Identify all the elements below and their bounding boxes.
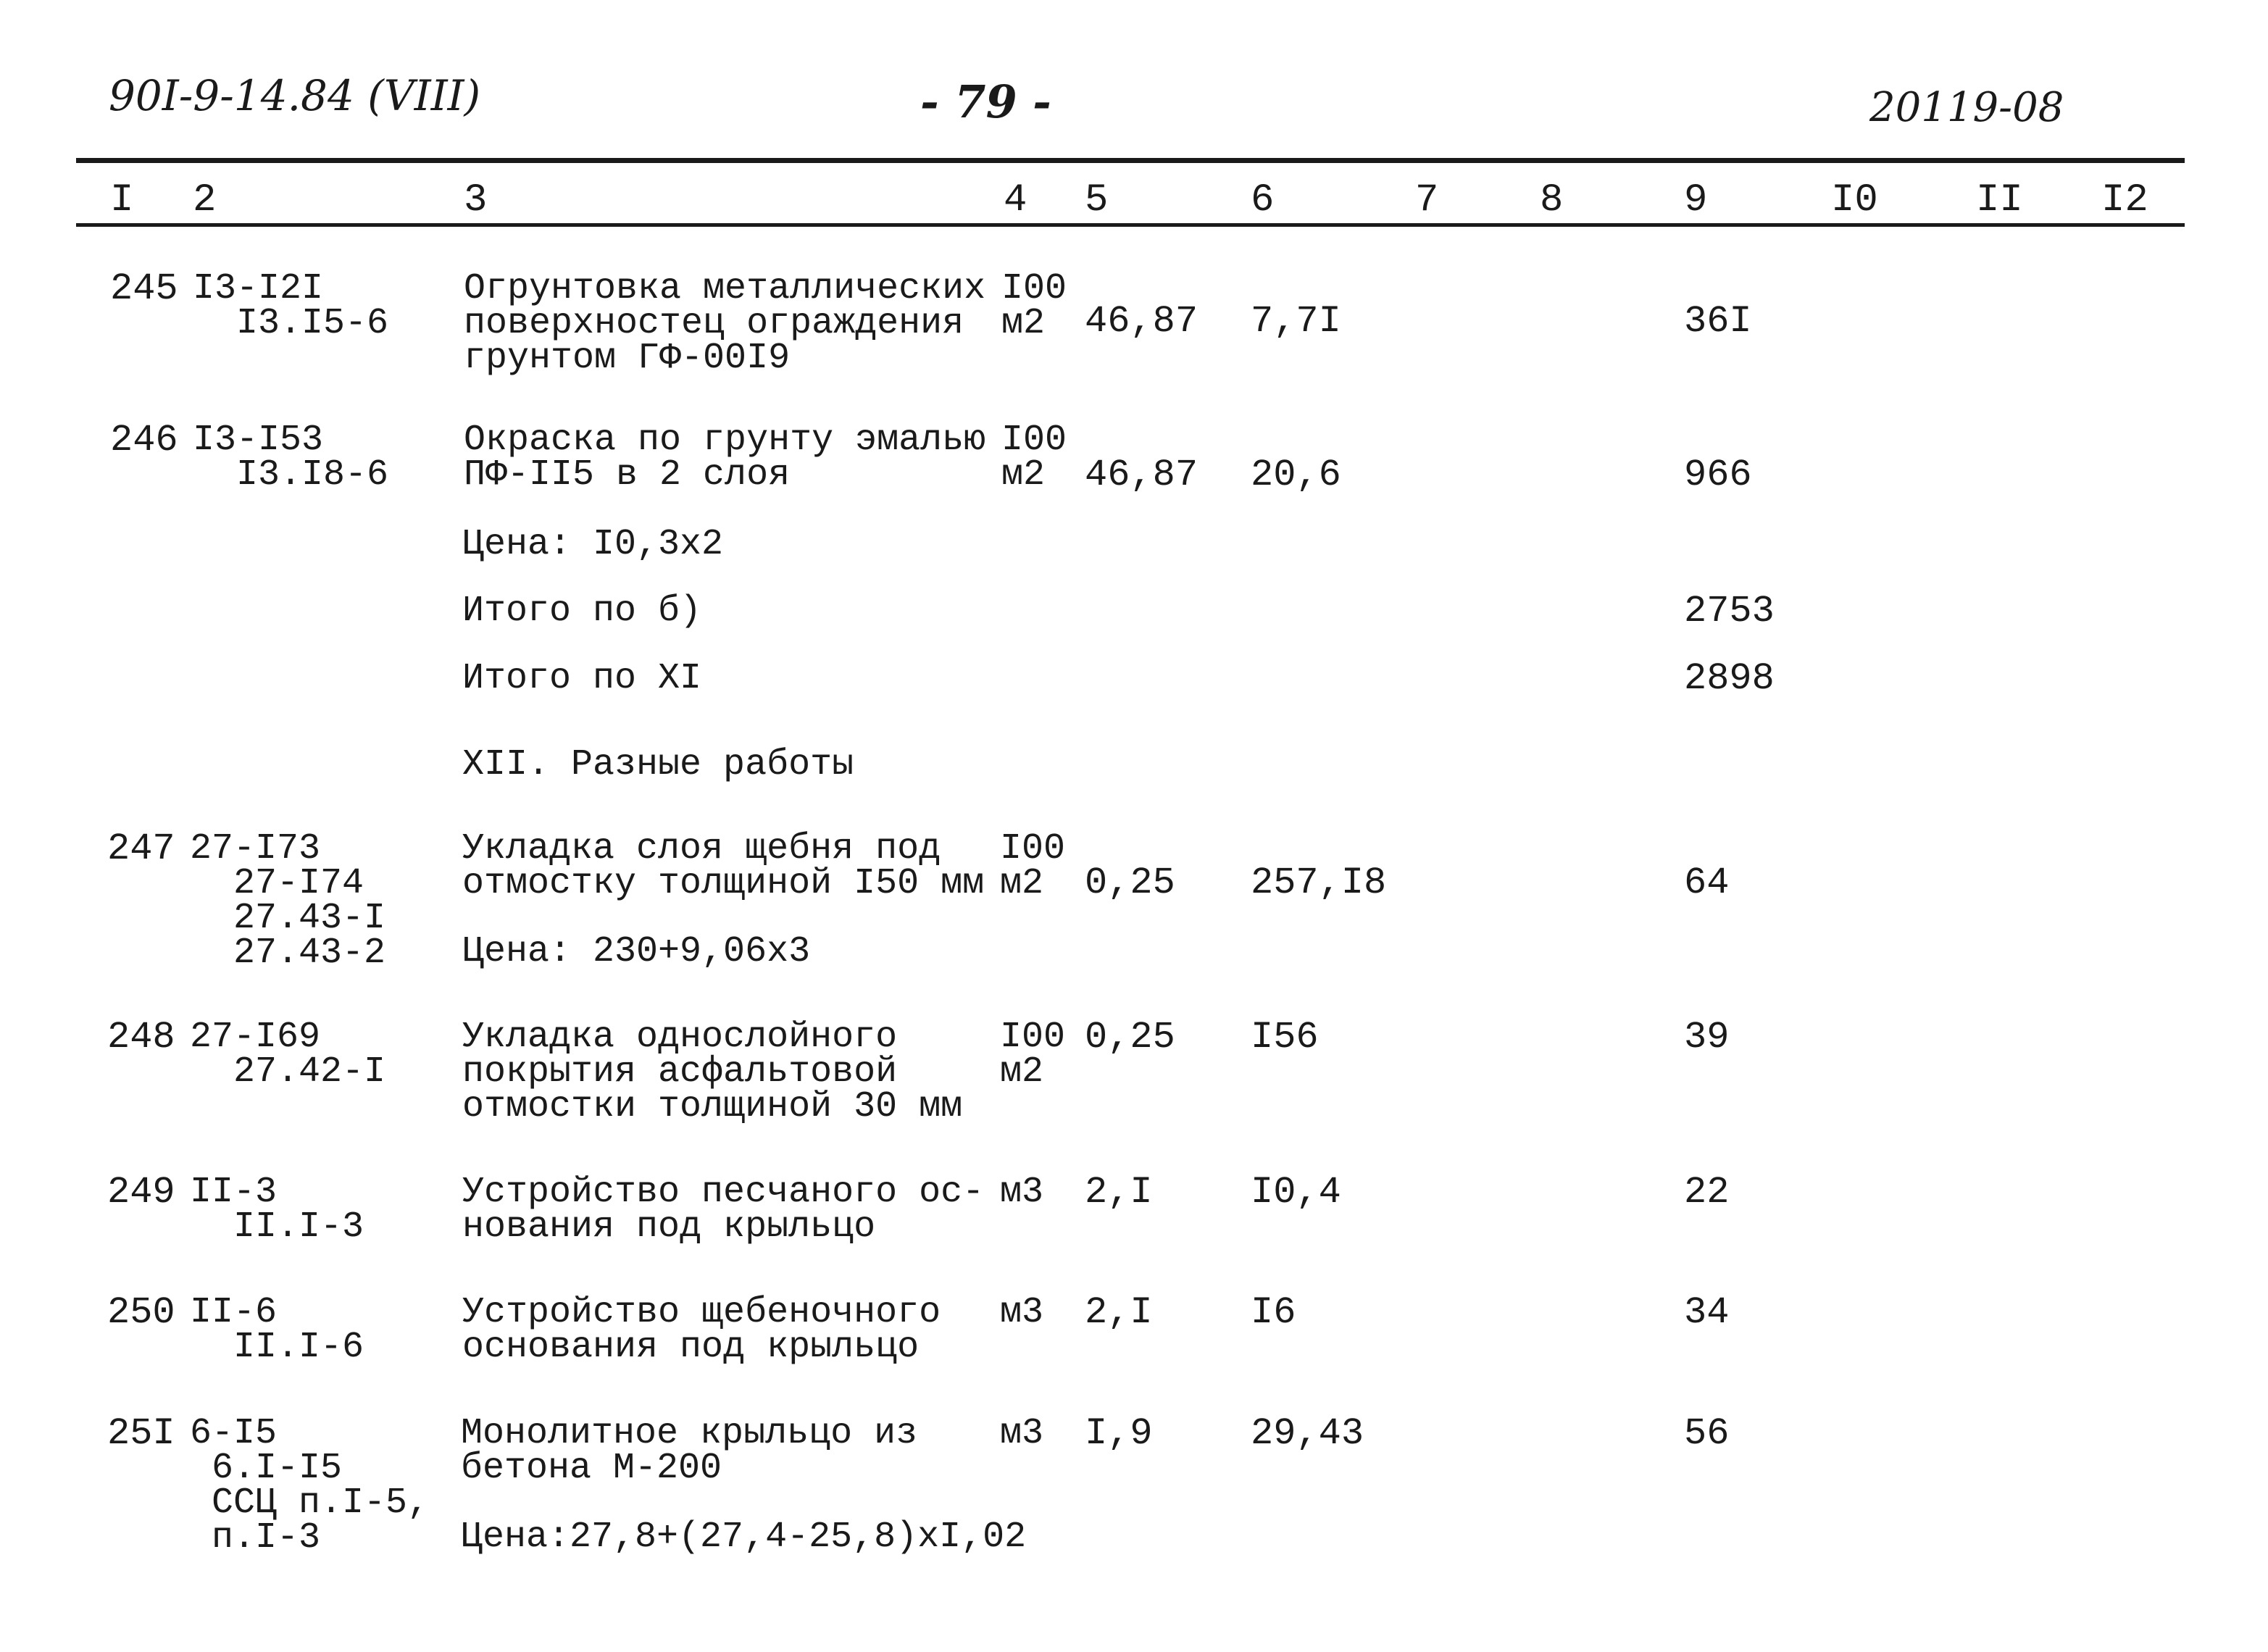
header-top-rule — [76, 158, 2185, 163]
row-246-code: I3-I53 I3.I8-6 — [193, 420, 389, 496]
row-249-total: 22 — [1684, 1171, 1730, 1214]
price-note: Цена: I0,3х2 — [462, 524, 724, 565]
row-247-price-note: Цена: 230+9,06х3 — [462, 931, 811, 972]
row-250-total: 34 — [1684, 1291, 1730, 1334]
row-249-code: II-3 II.I-3 — [190, 1172, 364, 1248]
row-249-description: Устройство песчаного ос- нования под крыльцо — [462, 1172, 985, 1248]
row-251-number: 25I — [107, 1412, 175, 1455]
row-246-description: Окраска по грунту эмалью ПФ-II5 в 2 слоя — [464, 420, 986, 496]
row-251-quantity: I,9 — [1085, 1412, 1153, 1455]
column-header-7: 7 — [1415, 178, 1439, 222]
column-header-4: 4 — [1004, 178, 1027, 222]
row-248-code: 27-I69 27.42-I — [190, 1017, 386, 1093]
row-249-number: 249 — [107, 1171, 175, 1214]
row-247-description: Укладка слоя щебня под отмостку толщиной I50 мм — [462, 828, 985, 904]
row-245-code: I3-I2I I3.I5-6 — [193, 268, 389, 344]
row-247-unit: I00 м2 — [1000, 828, 1066, 904]
row-246-total: 966 — [1684, 454, 1752, 496]
row-246-price: 20,6 — [1251, 454, 1341, 496]
row-248-description: Укладка однослойного покрытия асфальтовой отмостки толщиной 30 мм — [462, 1017, 963, 1127]
subtotal-value-xi: 2898 — [1684, 657, 1775, 700]
row-251-total: 56 — [1684, 1412, 1730, 1455]
row-251-price: 29,43 — [1251, 1412, 1364, 1455]
row-249-quantity: 2,I — [1085, 1171, 1153, 1214]
column-header-5: 5 — [1085, 178, 1109, 222]
subtotal-label-b: Итого по б) — [462, 591, 702, 632]
row-245-price: 7,7I — [1251, 300, 1341, 343]
row-247-price: 257,I8 — [1251, 862, 1387, 904]
row-248-number: 248 — [107, 1016, 175, 1059]
header-bottom-rule — [76, 223, 2185, 227]
row-247-quantity: 0,25 — [1085, 862, 1175, 904]
row-251-code: 6-I5 6.I-I5 ССЦ п.I-5, п.I-3 — [190, 1413, 430, 1559]
subtotal-value-b: 2753 — [1684, 590, 1775, 633]
row-250-unit: м3 — [1000, 1292, 1044, 1333]
row-246-number: 246 — [110, 419, 178, 462]
row-245-unit: I00 м2 — [1001, 268, 1067, 344]
row-250-quantity: 2,I — [1085, 1291, 1153, 1334]
column-header-11: II — [1976, 178, 2023, 222]
row-248-quantity: 0,25 — [1085, 1016, 1175, 1059]
row-247-total: 64 — [1684, 862, 1730, 904]
row-248-price: I56 — [1251, 1016, 1319, 1059]
row-250-number: 250 — [107, 1291, 175, 1334]
row-247-number: 247 — [107, 827, 175, 870]
row-246-unit: I00 м2 — [1001, 420, 1067, 496]
column-header-2: 2 — [193, 178, 217, 222]
row-250-code: II-6 II.I-6 — [190, 1292, 364, 1368]
column-header-12: I2 — [2101, 178, 2148, 222]
row-251-price-note: Цена:27,8+(27,4-25,8)хI,02 — [461, 1517, 1027, 1558]
row-250-description: Устройство щебеночного основания под крыльцо — [462, 1292, 941, 1368]
row-249-price: I0,4 — [1251, 1171, 1341, 1214]
row-251-unit: м3 — [1000, 1413, 1044, 1454]
row-246-quantity: 46,87 — [1085, 454, 1198, 496]
row-245-total: 36I — [1684, 300, 1752, 343]
column-header-9: 9 — [1684, 178, 1708, 222]
column-header-3: 3 — [464, 178, 488, 222]
document-code: 90I-9-14.84 (VIII) — [109, 71, 481, 120]
page-number: - 79 - — [920, 75, 1051, 128]
column-header-1: I — [110, 178, 134, 222]
row-251-description: Монолитное крыльцо из бетона М-200 — [461, 1413, 918, 1489]
sheet-code: 20119-08 — [1869, 84, 2064, 131]
section-heading: XII. Разные работы — [462, 744, 854, 785]
row-245-description: Огрунтовка металлических поверхностец ограждения грунтом ГФ-00I9 — [464, 268, 986, 379]
row-249-unit: м3 — [1000, 1172, 1044, 1213]
row-247-code: 27-I73 27-I74 27.43-I 27.43-2 — [190, 828, 386, 974]
column-header-10: I0 — [1831, 178, 1878, 222]
row-245-quantity: 46,87 — [1085, 300, 1198, 343]
subtotal-label-xi: Итого по XI — [462, 658, 702, 699]
row-248-unit: I00 м2 — [1000, 1017, 1066, 1093]
row-245-number: 245 — [110, 267, 178, 310]
row-248-total: 39 — [1684, 1016, 1730, 1059]
column-header-8: 8 — [1540, 178, 1564, 222]
column-header-6: 6 — [1251, 178, 1275, 222]
row-250-price: I6 — [1251, 1291, 1296, 1334]
